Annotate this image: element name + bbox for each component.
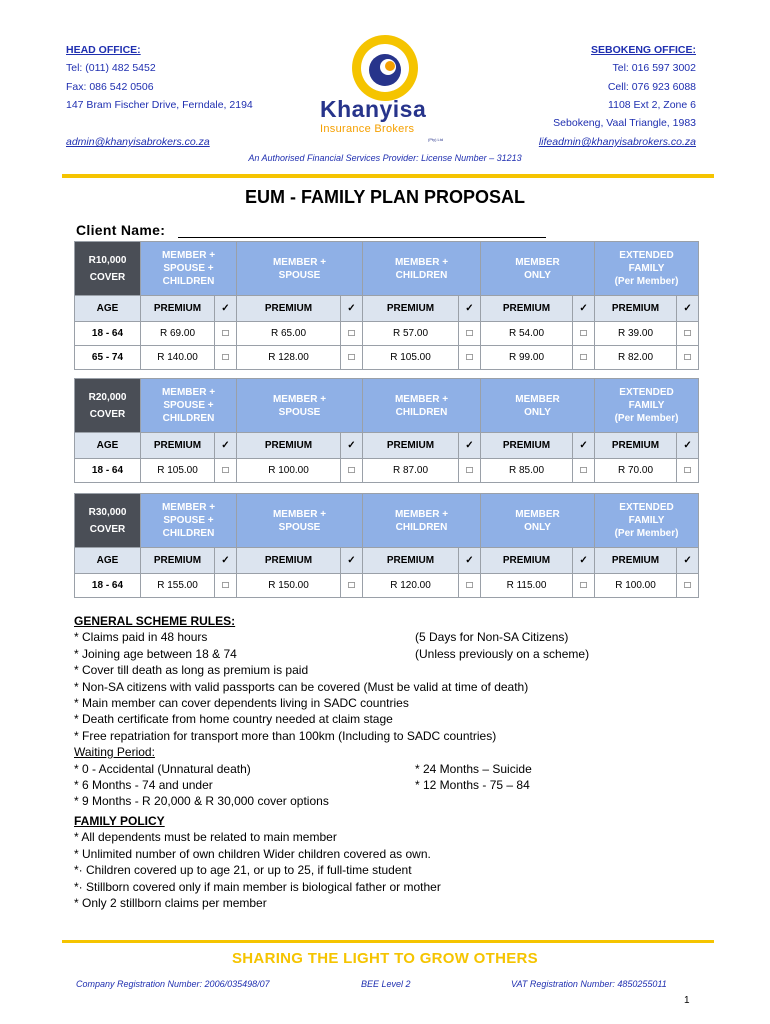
column-header-line: CHILDREN: [162, 528, 215, 539]
select-checkbox[interactable]: □: [215, 322, 237, 346]
cover-label-line: COVER: [89, 523, 126, 535]
premium-header: PREMIUM: [363, 433, 459, 459]
column-header-line: CHILDREN: [162, 413, 215, 424]
column-header-line: CHILDREN: [395, 269, 448, 281]
column-header-line: MEMBER +: [394, 393, 449, 405]
rule-note: * 12 Months - 75 – 84: [415, 777, 530, 792]
premium-header: PREMIUM: [141, 548, 215, 574]
family-policy-item: *· Children covered up to age 21, or up to 25, if full-time student: [74, 863, 412, 878]
select-checkbox[interactable]: □: [677, 346, 699, 370]
column-header-line: ONLY: [524, 269, 551, 281]
head-office-address: 147 Bram Fischer Drive, Ferndale, 2194: [66, 99, 253, 111]
rule-text: * Joining age between 18 & 74: [74, 646, 237, 661]
premium-value: R 155.00: [141, 574, 215, 598]
select-checkbox[interactable]: □: [215, 459, 237, 483]
column-header-line: EXTENDED: [619, 250, 674, 261]
premium-header: PREMIUM: [237, 548, 341, 574]
table-subheader-row: [75, 296, 699, 322]
column-header-line: MEMBER: [515, 256, 560, 268]
column-header-line: MEMBER +: [394, 508, 449, 520]
family-policy-item: * Only 2 stillborn claims per member: [74, 896, 267, 911]
premium-value: R 87.00: [363, 459, 459, 483]
select-checkbox[interactable]: □: [215, 346, 237, 370]
column-header-line: CHILDREN: [395, 406, 448, 418]
column-header-line: SPOUSE: [278, 269, 321, 281]
column-header-line: SPOUSE +: [163, 515, 214, 526]
premium-value: R 82.00: [595, 346, 677, 370]
rule-text: * 9 Months - R 20,000 & R 30,000 cover options: [74, 794, 329, 809]
sebokeng-office-title: SEBOKENG OFFICE:: [590, 44, 696, 56]
check-icon: ✓: [677, 433, 699, 459]
premium-header: PREMIUM: [363, 296, 459, 322]
premium-value: R 105.00: [141, 459, 215, 483]
premium-value: R 54.00: [481, 322, 573, 346]
table-row: [75, 346, 699, 370]
cover-label-line: R20,000: [88, 391, 127, 403]
column-header-line: (Per Member): [614, 276, 679, 287]
page-number: 1: [684, 995, 690, 1006]
column-header-line: MEMBER +: [161, 250, 216, 261]
column-header-line: SPOUSE +: [163, 400, 214, 411]
check-icon: ✓: [677, 548, 699, 574]
rule-line: [74, 629, 694, 645]
waiting-period-title: Waiting Period:: [74, 745, 155, 760]
rule-line: [74, 728, 694, 744]
table-subheader-row: [75, 548, 699, 574]
select-checkbox[interactable]: □: [573, 574, 595, 598]
premium-header: PREMIUM: [595, 433, 677, 459]
logo-suffix: (Pty) Ltd: [428, 137, 444, 142]
select-checkbox[interactable]: □: [341, 322, 363, 346]
sebokeng-office-address-line1: 1108 Ext 2, Zone 6: [608, 99, 696, 111]
premium-header: PREMIUM: [481, 433, 573, 459]
family-policy-title: FAMILY POLICY: [74, 814, 165, 828]
head-office-fax: Fax: 086 542 0506: [66, 81, 154, 93]
column-header-line: MEMBER +: [272, 508, 327, 520]
rule-line: [74, 646, 694, 662]
premium-value: R 100.00: [237, 459, 341, 483]
column-header-line: (Per Member): [614, 528, 679, 539]
head-office-title: HEAD OFFICE:: [66, 44, 141, 56]
column-header-line: (Per Member): [614, 413, 679, 424]
sebokeng-office-email[interactable]: lifeadmin@khanyisabrokers.co.za: [538, 136, 696, 148]
client-name-field[interactable]: [178, 237, 546, 238]
premium-header: PREMIUM: [595, 548, 677, 574]
column-header-line: ONLY: [524, 521, 551, 533]
column-header-line: MEMBER +: [394, 256, 449, 268]
plan-column-header: [363, 494, 481, 548]
column-header-line: MEMBER: [515, 508, 560, 520]
plan-column-header: [237, 379, 363, 433]
premium-table: [74, 493, 699, 598]
age-header: AGE: [75, 433, 141, 459]
column-header-line: MEMBER +: [272, 256, 327, 268]
plan-column-header: [481, 494, 595, 548]
age-header: AGE: [75, 296, 141, 322]
rule-line: [74, 695, 694, 711]
select-checkbox[interactable]: □: [341, 346, 363, 370]
premium-value: R 100.00: [595, 574, 677, 598]
fsp-license-line: An Authorised Financial Services Provider: License Number – 31213: [248, 153, 522, 163]
check-icon: ✓: [573, 548, 595, 574]
check-icon: ✓: [677, 296, 699, 322]
rule-text: * 6 Months - 74 and under: [74, 777, 213, 792]
family-policy-item: * Unlimited number of own children Wider children covered as own.: [74, 846, 431, 861]
premium-table: [74, 241, 699, 370]
check-icon: ✓: [573, 433, 595, 459]
plan-column-header: [595, 494, 699, 548]
table-subheader-row: [75, 433, 699, 459]
general-rules-title: GENERAL SCHEME RULES:: [74, 614, 236, 628]
plan-column-header: [141, 242, 237, 296]
premium-value: R 39.00: [595, 322, 677, 346]
column-header-line: SPOUSE +: [163, 263, 214, 274]
rule-text: * Main member can cover dependents living in SADC countries: [74, 695, 409, 710]
cover-amount: [75, 494, 141, 548]
cover-label-line: R30,000: [88, 506, 127, 518]
rule-text: * Claims paid in 48 hours: [74, 630, 208, 645]
select-checkbox[interactable]: □: [573, 459, 595, 483]
column-header-line: FAMILY: [628, 515, 665, 526]
check-icon: ✓: [459, 548, 481, 574]
premium-header: PREMIUM: [481, 548, 573, 574]
plan-column-header: [237, 494, 363, 548]
vat-registration: VAT Registration Number: 4850255011: [511, 979, 667, 989]
rule-line: [74, 711, 694, 727]
cover-amount: [75, 379, 141, 433]
family-policy-item: * All dependents must be related to main member: [74, 830, 337, 845]
plan-column-header: [141, 494, 237, 548]
select-checkbox[interactable]: □: [341, 574, 363, 598]
age-range: 18 - 64: [75, 322, 141, 346]
plan-column-header: [363, 379, 481, 433]
document-title: EUM - FAMILY PLAN PROPOSAL: [244, 187, 526, 207]
premium-header: PREMIUM: [141, 296, 215, 322]
age-range: 18 - 64: [75, 459, 141, 483]
rule-text: * Death certificate from home country needed at claim stage: [74, 712, 393, 727]
premium-value: R 140.00: [141, 346, 215, 370]
rule-note: * 24 Months – Suicide: [415, 761, 532, 776]
column-header-line: FAMILY: [628, 263, 665, 274]
table-row: [75, 322, 699, 346]
general-scheme-rules: [74, 613, 694, 810]
select-checkbox[interactable]: □: [215, 574, 237, 598]
age-range: 18 - 64: [75, 574, 141, 598]
select-checkbox[interactable]: □: [677, 574, 699, 598]
column-header-line: ONLY: [524, 406, 551, 418]
premium-table: [74, 378, 699, 483]
age-header: AGE: [75, 548, 141, 574]
client-name-label: Client Name:: [76, 222, 166, 238]
check-icon: ✓: [341, 296, 363, 322]
check-icon: ✓: [573, 296, 595, 322]
column-header-line: SPOUSE: [278, 406, 321, 418]
check-icon: ✓: [215, 433, 237, 459]
sebokeng-office-tel: Tel: 016 597 3002: [612, 62, 696, 74]
premium-value: R 57.00: [363, 322, 459, 346]
family-policy-item: *· Stillborn covered only if main member is biological father or mother: [74, 879, 441, 894]
premium-value: R 85.00: [481, 459, 573, 483]
rule-line: [74, 761, 694, 777]
rule-text: * Non-SA citizens with valid passports can be covered (Must be valid at time of death): [74, 679, 529, 694]
select-checkbox[interactable]: □: [573, 346, 595, 370]
table-row: [75, 459, 699, 483]
select-checkbox[interactable]: □: [459, 574, 481, 598]
rule-line: [74, 662, 694, 678]
check-icon: ✓: [341, 548, 363, 574]
sebokeng-office-address-line2: Sebokeng, Vaal Triangle, 1983: [553, 117, 696, 129]
rule-note: (5 Days for Non-SA Citizens): [415, 630, 569, 645]
premium-header: PREMIUM: [237, 296, 341, 322]
premium-header: PREMIUM: [237, 433, 341, 459]
column-header-line: CHILDREN: [395, 521, 448, 533]
column-header-line: MEMBER +: [161, 387, 216, 398]
premium-value: R 69.00: [141, 322, 215, 346]
plan-column-header: [481, 379, 595, 433]
footer-slogan: SHARING THE LIGHT TO GROW OTHERS: [232, 950, 538, 967]
check-icon: ✓: [215, 296, 237, 322]
rule-text: * 0 - Accidental (Unnatural death): [74, 761, 251, 776]
table-row: [75, 574, 699, 598]
premium-value: R 65.00: [237, 322, 341, 346]
rule-line: [74, 793, 694, 809]
plan-column-header: [481, 242, 595, 296]
column-header-line: EXTENDED: [619, 387, 674, 398]
column-header-line: SPOUSE: [278, 521, 321, 533]
table-header-row: [75, 494, 699, 548]
column-header-line: CHILDREN: [162, 276, 215, 287]
rule-text: * Cover till death as long as premium is paid: [74, 663, 309, 678]
select-checkbox[interactable]: □: [573, 322, 595, 346]
company-registration: Company Registration Number: 2006/035498/07: [76, 979, 270, 989]
premium-header: PREMIUM: [363, 548, 459, 574]
plan-column-header: [363, 242, 481, 296]
rule-note: (Unless previously on a scheme): [415, 646, 590, 661]
cover-amount: [75, 242, 141, 296]
select-checkbox[interactable]: □: [677, 459, 699, 483]
header-divider: [62, 174, 714, 178]
logo-tagline: Insurance Brokers: [320, 123, 415, 135]
family-policy: [74, 813, 694, 911]
head-office-email[interactable]: admin@khanyisabrokers.co.za: [66, 136, 210, 148]
logo-name: Khanyisa: [320, 96, 427, 122]
head-office-tel: Tel: (011) 482 5452: [66, 62, 156, 74]
plan-column-header: [237, 242, 363, 296]
premium-header: PREMIUM: [595, 296, 677, 322]
rule-line: [74, 777, 694, 793]
premium-value: R 115.00: [481, 574, 573, 598]
select-checkbox[interactable]: □: [459, 322, 481, 346]
select-checkbox[interactable]: □: [677, 322, 699, 346]
plan-column-header: [595, 379, 699, 433]
premium-value: R 99.00: [481, 346, 573, 370]
check-icon: ✓: [459, 296, 481, 322]
column-header-line: MEMBER: [515, 393, 560, 405]
premium-value: R 105.00: [363, 346, 459, 370]
cover-label-line: COVER: [89, 271, 126, 283]
cover-label-line: COVER: [89, 408, 126, 420]
cover-label-line: R10,000: [88, 254, 127, 266]
premium-value: R 150.00: [237, 574, 341, 598]
rule-line: [74, 679, 694, 695]
table-header-row: [75, 242, 699, 296]
column-header-line: MEMBER +: [161, 502, 216, 513]
bee-level: BEE Level 2: [361, 979, 411, 989]
select-checkbox[interactable]: □: [459, 459, 481, 483]
check-icon: ✓: [215, 548, 237, 574]
column-header-line: EXTENDED: [619, 502, 674, 513]
age-range: 65 - 74: [75, 346, 141, 370]
premium-header: PREMIUM: [481, 296, 573, 322]
column-header-line: MEMBER +: [272, 393, 327, 405]
plan-column-header: [141, 379, 237, 433]
plan-column-header: [595, 242, 699, 296]
select-checkbox[interactable]: □: [341, 459, 363, 483]
footer-divider: [62, 940, 714, 943]
rule-text: * Free repatriation for transport more than 100km (Including to SADC countries): [74, 728, 497, 743]
premium-value: R 128.00: [237, 346, 341, 370]
table-header-row: [75, 379, 699, 433]
sebokeng-office-cell: Cell: 076 923 6088: [607, 81, 696, 93]
company-logo: [314, 30, 454, 148]
premium-header: PREMIUM: [141, 433, 215, 459]
check-icon: ✓: [459, 433, 481, 459]
check-icon: ✓: [341, 433, 363, 459]
column-header-line: FAMILY: [628, 400, 665, 411]
select-checkbox[interactable]: □: [459, 346, 481, 370]
premium-value: R 70.00: [595, 459, 677, 483]
premium-value: R 120.00: [363, 574, 459, 598]
